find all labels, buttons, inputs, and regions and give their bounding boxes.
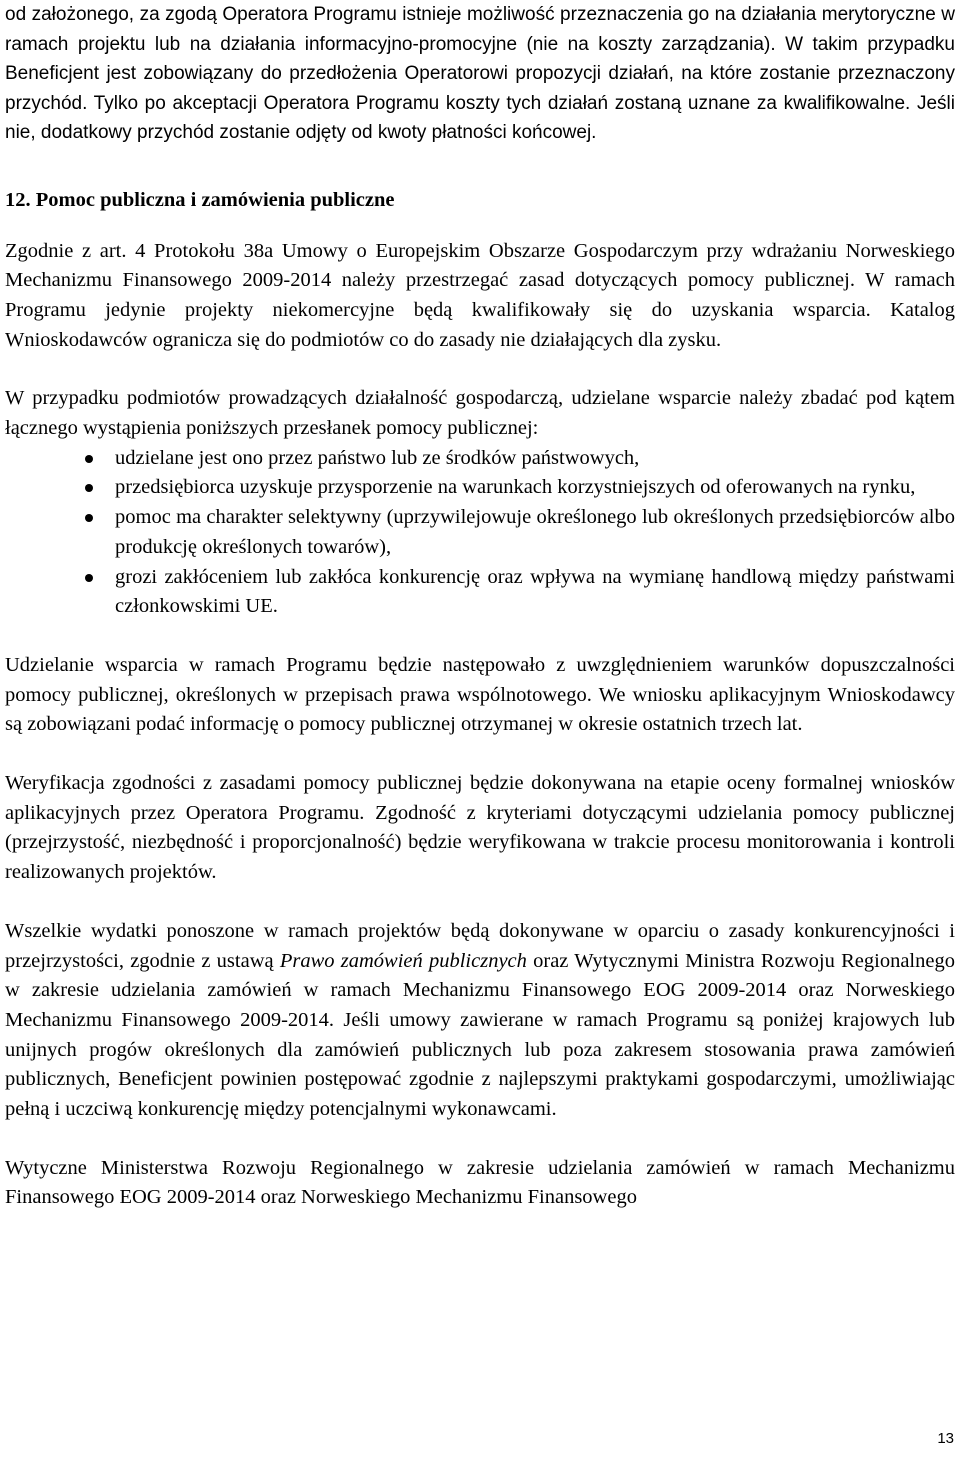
paragraph-state-aid-rules: Zgodnie z art. 4 Protokołu 38a Umowy o Europejskim Obszarze Gospodarczym przy wdrażaniu Norweskiego Mechanizmu Finansowego 2009-2014 należy przestrzegać zasad dotyczących pomocy publicznej. W ramach Programu jedynie projekty niekomercyjne będą kwalifikowały się do uzyskania wsparcia. Katalog Wnioskodawców ogranicza się do podmiotów co do zasady nie działających dla zysku. bbox=[5, 239, 955, 351]
list-item: przedsiębiorca uzyskuje przysporzenie na warunkach korzystniejszych od oferowanych na rynku, bbox=[5, 473, 955, 503]
list-item: udzielane jest ono przez państwo lub ze środków państwowych, bbox=[5, 444, 955, 474]
paragraph-public-procurement: Wszelkie wydatki ponoszone w ramach projektów będą dokonywane w oparciu o zasady konkurencyjności i przejrzystości, zgodnie z ustawą Prawo zamówień publicznych oraz Wytycznymi Ministra Rozwoju Regionalnego w zakresie udzielania zamówień w ramach Mechanizmu Finansowego EOG 2009-2014 oraz Norweskiego Mechanizmu Finansowego 2009-2014. Jeśli umowy zawierane w ramach Programu są poniżej krajowych lub unijnych progów określonych dla zamówień publicznych lub poza zakresem stosowania prawa zamówień publicznych, Beneficjent powinien postępować zgodnie z najlepszymi praktykami gospodarczymi, umożliwiając pełną i uczciwą konkurencję między potencjalnymi wykonawcami. bbox=[5, 919, 955, 1121]
bullet-icon bbox=[85, 514, 93, 522]
list-item: pomoc ma charakter selektywny (uprzywilejowuje określonego lub określonych przedsiębiorców albo produkcję określonych towarów), bbox=[5, 503, 955, 562]
bullet-icon bbox=[85, 484, 93, 492]
paragraph-business-activity: W przypadku podmiotów prowadzących działalność gospodarczą, udzielane wsparcie należy zbadać pod kątem łącznego wystąpienia poniższych przesłanek pomocy publicznej: bbox=[5, 387, 955, 440]
paragraph-guidelines: Wytyczne Ministerstwa Rozwoju Regionalnego w zakresie udzielania zamówień w ramach Mechanizmu Finansowego EOG 2009-2014 oraz Norweskiego Mechanizmu Finansowego bbox=[5, 1156, 955, 1209]
document-page bbox=[5, 0, 955, 1213]
paragraph-verification: Weryfikacja zgodności z zasadami pomocy publicznej będzie dokonywana na etapie oceny formalnej wniosków aplikacyjnych przez Operatora Programu. Zgodność z kryteriami dotyczącymi udzielania pomocy publicznej (przejrzystość, niezbędność i proporcjonalność) będzie weryfikowana w trakcie procesu monitorowania i kontroli realizowanych projektów. bbox=[5, 772, 955, 884]
bullet-icon bbox=[85, 455, 93, 463]
list-item: grozi zakłóceniem lub zakłóca konkurencję oraz wpływa na wymianę handlową między państwami członkowskimi UE. bbox=[5, 563, 955, 622]
paragraph-income-use: od założonego, za zgodą Operatora Programu istnieje możliwość przeznaczenia go na działania merytoryczne w ramach projektu lub na działania informacyjno-promocyjne (nie na koszty zarządzania). W takim przypadku Beneficjent jest zobowiązany do przedłożenia Operatorowi propozycji działań, na które zostanie przeznaczony przychód. Tylko po akceptacji Operatora Programu koszty tych działań zostaną uznane za kwalifikowalne. Jeśli nie, dodatkowy przychód zostanie odjęty od kwoty płatności końcowej. bbox=[5, 4, 955, 143]
paragraph-support-conditions: Udzielanie wsparcia w ramach Programu będzie następowało z uwzględnieniem warunków dopuszczalności pomocy publicznej, określonych w przepisach prawa wspólnotowego. We wniosku aplikacyjnym Wnioskodawcy są zobowiązani podać informację o pomocy publicznej otrzymanej w okresie ostatnich trzech lat. bbox=[5, 653, 955, 736]
bullet-icon bbox=[85, 574, 93, 582]
page-number: 13 bbox=[937, 1430, 954, 1447]
section-heading: 12. Pomoc publiczna i zamówienia publiczne bbox=[5, 188, 395, 211]
state-aid-criteria-list bbox=[5, 444, 955, 622]
law-title: Prawo zamówień publicznych bbox=[279, 949, 527, 972]
